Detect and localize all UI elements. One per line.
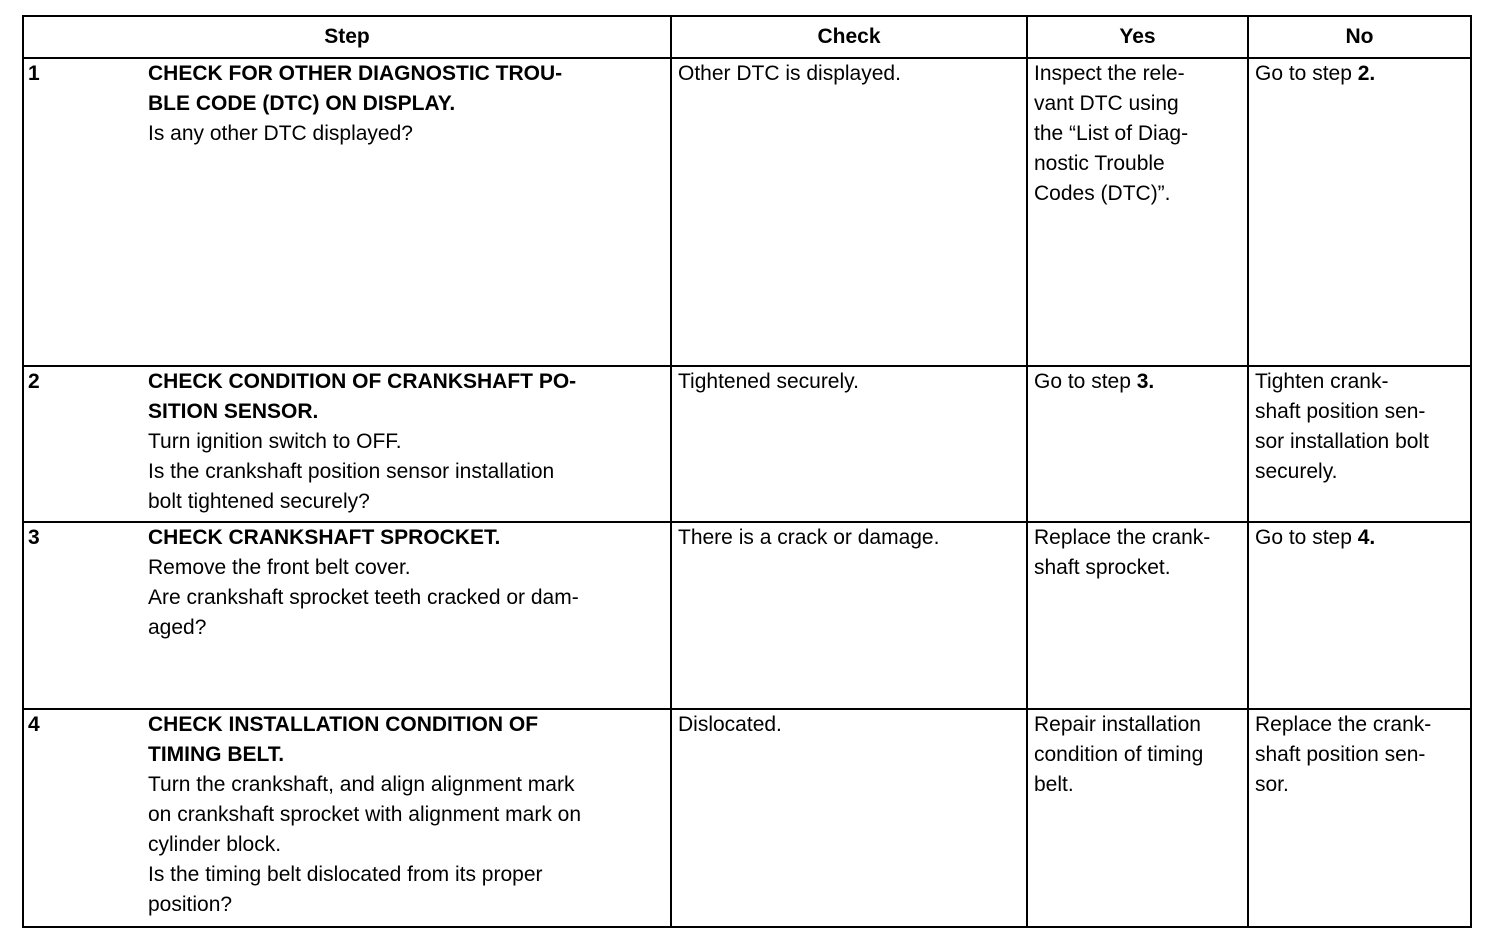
step-body-line: Is the crankshaft position sensor installation: [148, 460, 555, 483]
yes-cell: [1027, 366, 1248, 522]
no-cell: [1248, 366, 1471, 522]
yes-line: condition of timing: [1034, 743, 1204, 766]
yes-line: shaft sprocket.: [1034, 556, 1171, 579]
table-row: [23, 366, 1471, 522]
no-line: sor.: [1255, 773, 1289, 796]
step-body-line: Remove the front belt cover.: [148, 556, 411, 579]
table-row: [23, 709, 1471, 927]
check-text: Other DTC is displayed.: [678, 62, 901, 85]
step-title-line: CHECK CONDITION OF CRANKSHAFT PO-: [148, 370, 577, 393]
step-cell: [23, 58, 671, 366]
step-title-line: TIMING BELT.: [148, 743, 285, 766]
no-prefix: Go to step: [1255, 526, 1358, 549]
header-row: [23, 16, 1471, 58]
no-cell: [1248, 709, 1471, 927]
no-prefix: Go to step: [1255, 62, 1358, 85]
no-cell: [1248, 522, 1471, 709]
yes-prefix: Go to step: [1034, 370, 1137, 393]
no-line: securely.: [1255, 460, 1338, 483]
step-body-line: Is any other DTC displayed?: [148, 122, 413, 145]
check-text: Tightened securely.: [678, 370, 859, 393]
yes-line: belt.: [1034, 773, 1074, 796]
check-cell: [671, 522, 1027, 709]
no-line: shaft position sen-: [1255, 400, 1426, 423]
yes-cell: [1027, 522, 1248, 709]
yes-cell: [1027, 58, 1248, 366]
step-body-line: on crankshaft sprocket with alignment mark on: [148, 803, 582, 826]
check-text: Dislocated.: [678, 713, 782, 736]
yes-cell: [1027, 709, 1248, 927]
yes-line: Repair installation: [1034, 713, 1201, 736]
step-title-line: CHECK CRANKSHAFT SPROCKET.: [148, 526, 501, 549]
step-reference: 2.: [1357, 62, 1376, 85]
table-row: [23, 522, 1471, 709]
check-cell: [671, 366, 1027, 522]
no-line: sor installation bolt: [1255, 430, 1429, 453]
header-yes: Yes: [1027, 16, 1248, 58]
yes-line: vant DTC using: [1034, 92, 1179, 115]
step-body-line: aged?: [148, 616, 207, 639]
yes-line: Replace the crank-: [1034, 526, 1211, 549]
step-body-line: Turn ignition switch to OFF.: [148, 430, 402, 453]
step-title-line: BLE CODE (DTC) ON DISPLAY.: [148, 92, 456, 115]
step-number: 3: [28, 526, 40, 549]
yes-line: Codes (DTC)”.: [1034, 182, 1171, 205]
step-cell: [23, 709, 671, 927]
no-cell: [1248, 58, 1471, 366]
table-row: [23, 58, 1471, 366]
step-title-line: CHECK FOR OTHER DIAGNOSTIC TROU-: [148, 62, 563, 85]
no-line: shaft position sen-: [1255, 743, 1426, 766]
step-number: 4: [28, 713, 40, 736]
header-step: Step: [23, 16, 671, 58]
step-title-line: CHECK INSTALLATION CONDITION OF: [148, 713, 539, 736]
check-text: There is a crack or damage.: [678, 526, 940, 549]
header-check: Check: [671, 16, 1027, 58]
step-body-line: Turn the crankshaft, and align alignment mark: [148, 773, 575, 796]
step-body-line: cylinder block.: [148, 833, 282, 856]
no-line: Replace the crank-: [1255, 713, 1432, 736]
step-cell: [23, 522, 671, 709]
step-reference: 3.: [1136, 370, 1155, 393]
yes-line: nostic Trouble: [1034, 152, 1165, 175]
step-body-line: Is the timing belt dislocated from its proper: [148, 863, 543, 886]
step-body-line: position?: [148, 893, 233, 916]
header-no: No: [1248, 16, 1471, 58]
check-cell: [671, 709, 1027, 927]
step-body-line: bolt tightened securely?: [148, 490, 370, 513]
yes-line: Inspect the rele-: [1034, 62, 1185, 85]
step-body-line: Are crankshaft sprocket teeth cracked or dam-: [148, 586, 579, 609]
step-title-line: SITION SENSOR.: [148, 400, 319, 423]
step-cell: [23, 366, 671, 522]
no-line: Tighten crank-: [1255, 370, 1389, 393]
step-number: 2: [28, 370, 40, 393]
yes-line: the “List of Diag-: [1034, 122, 1189, 145]
step-number: 1: [28, 62, 40, 85]
step-reference: 4.: [1357, 526, 1376, 549]
check-cell: [671, 58, 1027, 366]
diagnostic-table: [22, 15, 1472, 928]
